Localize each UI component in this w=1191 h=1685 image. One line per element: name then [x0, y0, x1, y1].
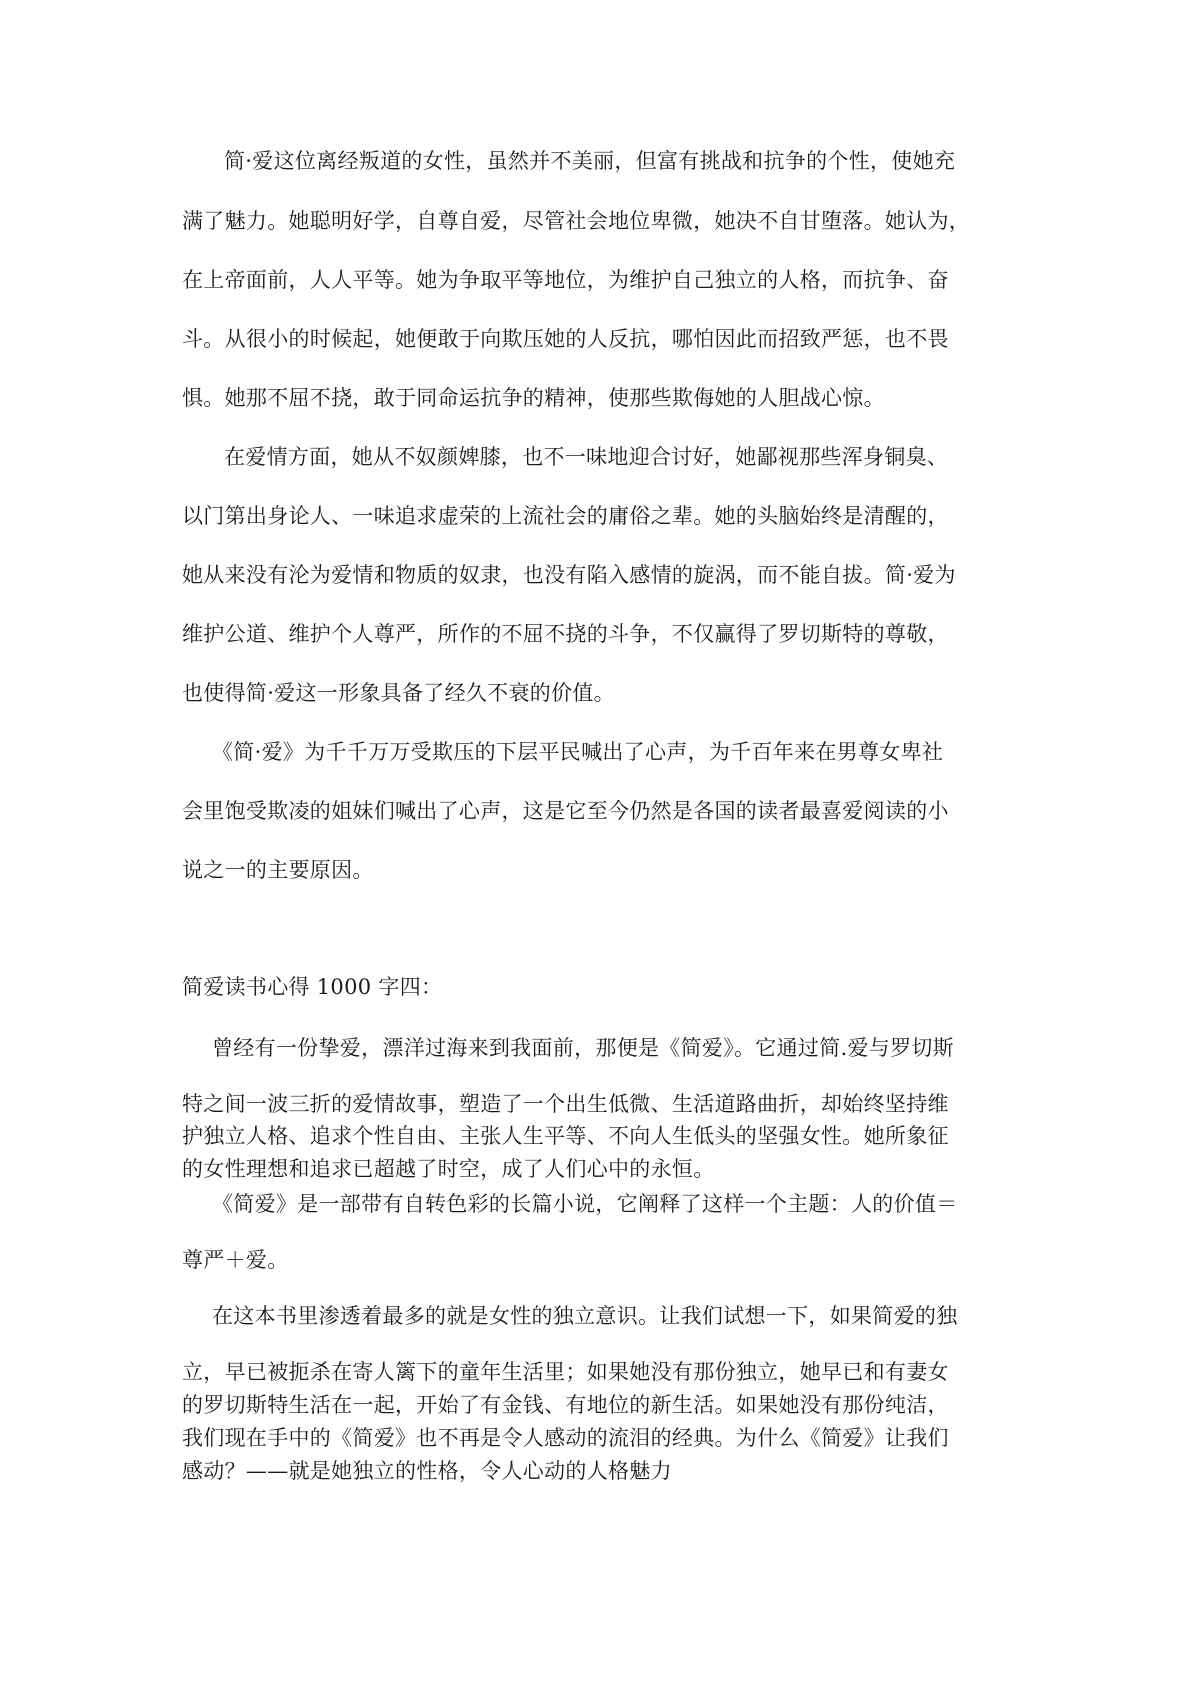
- section-paragraph-3-line-4: 我们现在手中的《简爱》也不再是令人感动的流泪的经典。为什么《简爱》让我们: [182, 1426, 949, 1450]
- section-paragraph-3-line-5: 感动？——就是她独立的性格，令人心动的人格魅力: [182, 1459, 672, 1483]
- paragraph-3-line-2: 会里饱受欺凌的姐妹们喊出了心声，这是它至今仍然是各国的读者最喜爱阅读的小: [182, 799, 949, 823]
- paragraph-1-line-4: 斗。从很小的时候起，她便敢于向欺压她的人反抗，哪怕因此而招致严惩，也不畏: [182, 327, 949, 351]
- paragraph-2-line-3: 她从来没有沦为爱情和物质的奴隶，也没有陷入感情的旋涡，而不能自拔。简·爱为: [182, 563, 956, 587]
- paragraph-3-line-3: 说之一的主要原因。: [182, 858, 374, 882]
- section-paragraph-2-line-2: 尊严＋爱。: [182, 1248, 289, 1272]
- section-paragraph-1-line-4: 的女性理想和追求已超越了时空，成了人们心中的永恒。: [182, 1157, 715, 1181]
- paragraph-1-line-2: 满了魅力。她聪明好学，自尊自爱，尽管社会地位卑微，她决不自甘堕落。她认为，: [182, 209, 971, 233]
- section-heading: 简爱读书心得 1000 字四：: [182, 975, 443, 999]
- paragraph-3-line-1: 《简·爱》为千千万万受欺压的下层平民喊出了心声，为千百年来在男尊女卑社: [212, 740, 944, 764]
- paragraph-2-line-2: 以门第出身论人、一味追求虚荣的上流社会的庸俗之辈。她的头脑始终是清醒的，: [182, 504, 949, 528]
- section-paragraph-3-line-2: 立，早已被扼杀在寄人篱下的童年生活里；如果她没有那份独立，她早已和有妻女: [182, 1360, 949, 1384]
- section-paragraph-2-line-1: 《简爱》是一部带有自转色彩的长篇小说，它阐释了这样一个主题：人的价值＝: [212, 1192, 958, 1216]
- paragraph-1-line-1: 简·爱这位离经叛道的女性，虽然并不美丽，但富有挑战和抗争的个性，使她充: [224, 149, 956, 173]
- section-paragraph-3-line-1: 在这本书里渗透着最多的就是女性的独立意识。让我们试想一下，如果简爱的独: [212, 1304, 958, 1328]
- paragraph-2-line-4: 维护公道、维护个人尊严，所作的不屈不挠的斗争，不仅赢得了罗切斯特的尊敬，: [182, 622, 949, 646]
- section-paragraph-1-line-2: 特之间一波三折的爱情故事，塑造了一个出生低微、生活道路曲折，却始终坚持维: [182, 1092, 949, 1116]
- section-paragraph-1-line-3: 护独立人格、追求个性自由、主张人生平等、不向人生低头的坚强女性。她所象征: [182, 1124, 949, 1148]
- paragraph-2-line-5: 也使得简·爱这一形象具备了经久不衰的价值。: [182, 681, 615, 705]
- paragraph-1-line-5: 惧。她那不屈不挠，敢于同命运抗争的精神，使那些欺侮她的人胆战心惊。: [182, 386, 885, 410]
- paragraph-1-line-3: 在上帝面前，人人平等。她为争取平等地位，为维护自己独立的人格，而抗争、奋: [182, 268, 949, 292]
- paragraph-2-line-1: 在爱情方面，她从不奴颜婢膝，也不一味地迎合讨好，她鄙视那些浑身铜臭、: [224, 445, 949, 469]
- section-paragraph-1-line-1: 曾经有一份挚爱，漂洋过海来到我面前，那便是《简爱》。它通过简.爱与罗切斯: [212, 1036, 954, 1060]
- section-paragraph-3-line-3: 的罗切斯特生活在一起，开始了有金钱、有地位的新生活。如果她没有那份纯洁，: [182, 1393, 949, 1417]
